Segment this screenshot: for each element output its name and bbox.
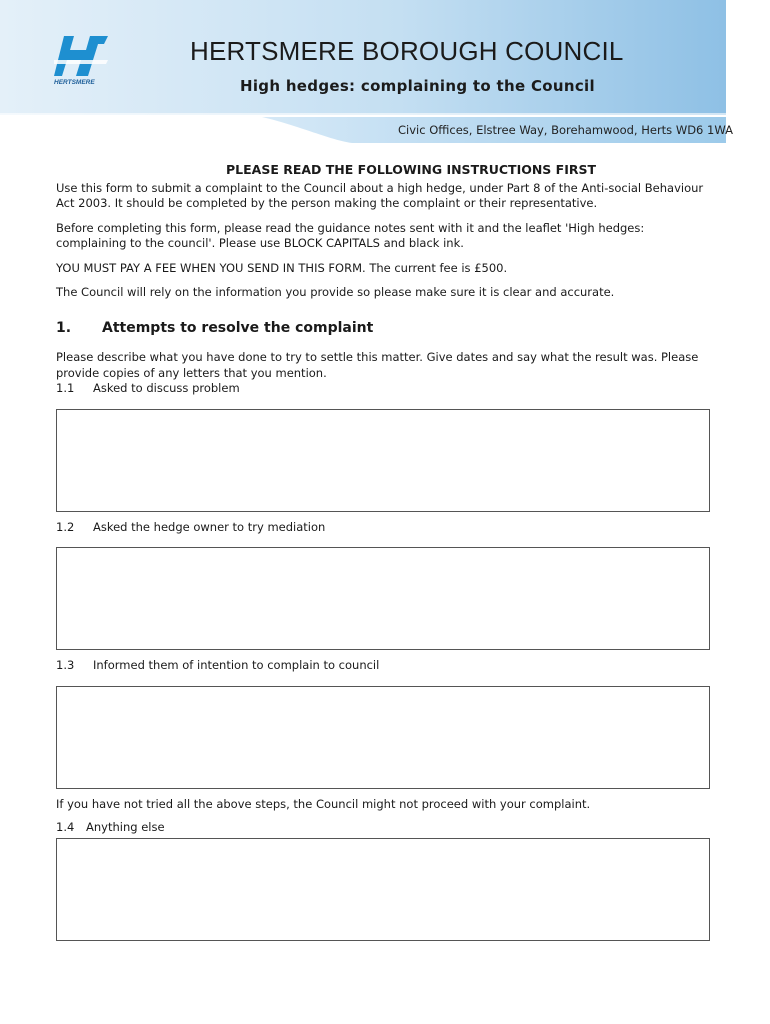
council-name: HERTSMERE BOROUGH COUNCIL [190, 36, 624, 66]
section-intro: Please describe what you have done to try to settle this matter. Give dates and say what the result was. Please provide copies of any letters that you mention. [56, 350, 699, 380]
item-text: Asked the hedge owner to try mediation [93, 519, 326, 534]
item-text: Informed them of intention to complain to council [93, 658, 380, 672]
logo-wordmark: HERTSMERE [54, 79, 95, 86]
instruction-paragraph: The Council will rely on the information you provide so please make sure it is clear and accurate. [56, 285, 615, 299]
council-logo [52, 34, 110, 86]
item-label [56, 658, 716, 674]
answer-box-anything-else[interactable] [56, 838, 710, 941]
answer-box-intention[interactable] [56, 686, 710, 789]
item-label [56, 520, 716, 536]
answer-box-mediation[interactable] [56, 547, 710, 650]
warning-note: If you have not tried all the above steps, the Council might not proceed with your complaint. [56, 796, 591, 811]
instruction-paragraph: Before completing this form, please read the guidance notes sent with it and the leaflet 'High hedges: complaining to the council'. Please use BLOCK CAPITALS and black ink. [56, 220, 645, 250]
item-number: 1.2 [56, 519, 75, 534]
item-number: 1.1 [56, 381, 75, 395]
fee-notice: YOU MUST PAY A FEE WHEN YOU SEND IN THIS FORM. The current fee is £500. [56, 260, 508, 275]
form-title: High hedges: complaining to the Council [240, 77, 595, 95]
answer-box-discuss[interactable] [56, 409, 710, 512]
section-heading [56, 321, 716, 337]
instructions-heading: PLEASE READ THE FOLLOWING INSTRUCTIONS FIRST [225, 162, 597, 177]
section-number: 1. [56, 319, 72, 336]
item-number: 1.3 [56, 658, 75, 672]
council-address: Civic Offices, Elstree Way, Borehamwood, Herts WD6 1WA [398, 123, 733, 137]
item-label [56, 820, 716, 836]
section-title: Attempts to resolve the complaint [102, 319, 374, 336]
item-label [56, 381, 716, 397]
item-text: Anything else [86, 820, 165, 834]
form-content [56, 162, 716, 949]
instruction-paragraph: Use this form to submit a complaint to the Council about a high hedge, under Part 8 of the Anti-social Behaviour Act 2003. It should be completed by the person making the complaint or their representative. [56, 180, 704, 210]
item-number: 1.4 [56, 820, 75, 834]
item-text: Asked to discuss problem [93, 381, 240, 395]
